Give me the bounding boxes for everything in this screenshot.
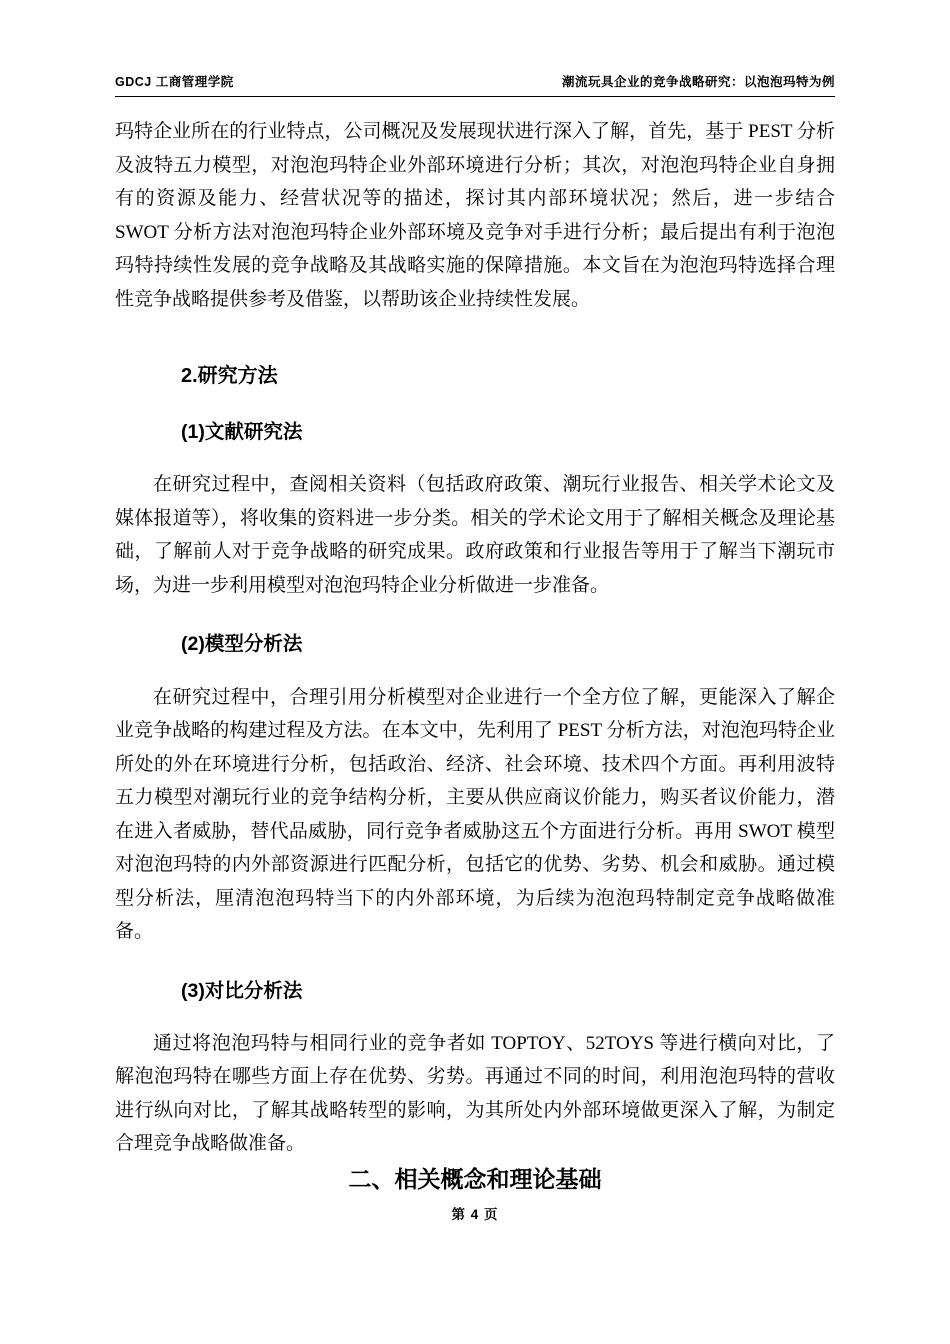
paragraph-intro-continuation: 玛特企业所在的行业特点，公司概况及发展现状进行深入了解，首先，基于 PEST 分析及波特五力模型，对泡泡玛特企业外部环境进行分析；其次，对泡泡玛特企业自身拥有的资源及能力、经营状况等的描述，探讨其内部环境状况；然后，进一步结合 SWOT 分析方法对泡泡玛特企业外部环境及竞争对手进行分析；最后提出有利于泡泡玛特持续性发展的竞争战略及其战略实施的保障措施。本文旨在为泡泡玛特选择合理性竞争战略提供参考及借鉴，以帮助该企业持续性发展。 bbox=[115, 121, 835, 310]
heading-model-analysis-method: (2)模型分析法 bbox=[181, 633, 303, 656]
paragraph-comparative-analysis-method: 通过将泡泡玛特与相同行业的竞争者如 TOPTOY、52TOYS 等进行横向对比，了解泡泡玛特在哪些方面上存在优势、劣势。再通过不同的时间，利用泡泡玛特的营收进行纵向对比，了解其战略转型的影响，为其所处内外部环境做更深入了解，为制定合理竞争战略做准备。 bbox=[115, 1032, 835, 1155]
document-body bbox=[115, 115, 835, 1195]
heading-chapter-concepts-and-theory: 二、相关概念和理论基础 bbox=[348, 1165, 602, 1192]
heading-research-methods: 2.研究方法 bbox=[181, 365, 278, 387]
header-thesis-title: 潮流玩具企业的竞争战略研究：以泡泡玛特为例 bbox=[561, 75, 835, 89]
page-number: 第 4 页 bbox=[451, 1207, 499, 1222]
header-school-name: GDCJ 工商管理学院 bbox=[115, 75, 234, 89]
paragraph-model-analysis-method: 在研究过程中，合理引用分析模型对企业进行一个全方位了解，更能深入了解企业竞争战略的构建过程及方法。在本文中，先利用了 PEST 分析方法，对泡泡玛特企业所处的外在环境进行分析，包括政治、经济、社会环境、技术四个方面。再利用波特五力模型对潮玩行业的竞争结构分析，主要从供应商议价能力，购买者议价能力，潜在进入者威胁，替代品威胁，同行竞争者威胁这五个方面进行分析。再用 SWOT 模型对泡泡玛特的内外部资源进行匹配分析，包括它的优势、劣势、机会和威胁。通过模型分析法，厘清泡泡玛特当下的内外部环境，为后续为泡泡玛特制定竞争战略做准备。 bbox=[115, 686, 835, 943]
paragraph-literature-research-method: 在研究过程中，查阅相关资料（包括政府政策、潮玩行业报告、相关学术论文及媒体报道等），将收集的资料进一步分类。相关的学术论文用于了解相关概念及理论基础，了解前人对于竞争战略的研究成果。政府政策和行业报告等用于了解当下潮玩市场，为进一步利用模型对泡泡玛特企业分析做进一步准备。 bbox=[115, 474, 835, 596]
page-header bbox=[115, 72, 835, 97]
heading-comparative-analysis-method: (3)对比分析法 bbox=[181, 979, 303, 1002]
heading-literature-research-method: (1)文献研究法 bbox=[181, 421, 303, 443]
